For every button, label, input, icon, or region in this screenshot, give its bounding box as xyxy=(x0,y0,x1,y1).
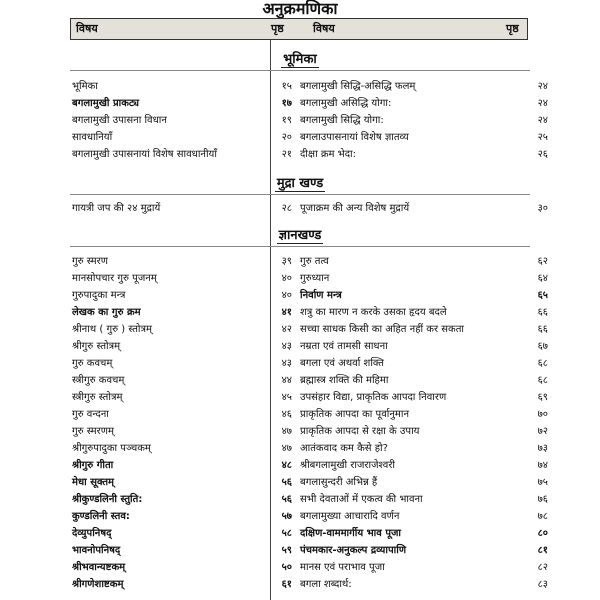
table-row: देव्युपनिषद् ५८ दक्षिण-वाममार्गीय भाव पूजा ८० xyxy=(72,528,548,539)
section-divider xyxy=(70,70,530,71)
header-page-right: पृष्ठ xyxy=(506,22,519,35)
table-row: लेखक का गुरु क्रम ४१ शत्रु का मारण न करके उसका हृदय बदले ६६ xyxy=(72,307,548,318)
table-row: गुरुपादुका मन्त्र ४० निर्वाण मन्त्र ६५ xyxy=(72,290,548,301)
table-row: स्त्रीगुरु स्तोत्रम् ४५ उपसंहार विद्या, प्राकृतिक आपदा निवारण ६९ xyxy=(72,392,548,403)
table-row: सावधानियाँ २० बगलाउपासनायां विशेष ज्ञातव्य २५ xyxy=(72,132,548,143)
section-title-mudra-khand: मुद्रा खण्ड xyxy=(276,176,324,191)
table-row: गुरु स्मरणम् ४७ प्राकृतिक आपदा से रक्षा के उपाय ७२ xyxy=(72,426,548,437)
section-title-gyan-khand: ज्ञानखण्ड xyxy=(278,228,322,243)
table-row: श्रीगणेशाष्टकम् ६१ बगला शब्दार्थ: ८३ xyxy=(72,579,548,590)
section-divider xyxy=(70,246,530,247)
table-row: भावनोपनिषद् ५९ पंचमकार-अनुकल्प द्रव्यापाणि ८१ xyxy=(72,545,548,556)
header-subject-left: विषय xyxy=(76,22,98,35)
table-row: बगलामुखी प्राकट्य १७ बगलामुखी असिद्धि योगा: २४ xyxy=(72,98,548,109)
table-row: गुरु स्मरण ३९ गुरु तत्व ६२ xyxy=(72,256,548,267)
header-subject-right: विषय xyxy=(313,22,335,35)
table-row: स्त्रीगुरु कवचम् ४४ ब्रह्मास्त्र शक्ति की महिमा ६८ xyxy=(72,375,548,386)
table-row: श्रीगुरु गीता ४८ श्रीबगलामुखी राजराजेश्वरी ७४ xyxy=(72,460,548,471)
table-row: श्रीगुरुपादुका पञ्चकम् ४७ आतंकवाद कम कैसे हो? ७३ xyxy=(72,443,548,454)
table-row: बगलामुखी उपासनायां विशेष सावधानीयाँ २१ दीक्षा क्रम भेदा: २६ xyxy=(72,149,548,160)
table-row: मेधा सूक्तम् ५६ बगलासुन्दरी अभिन्न हैं ७५ xyxy=(72,477,548,488)
table-row: कुण्डलिनी स्तव: ५७ बगलामुख्या आचारादि वर्णन ७८ xyxy=(72,511,548,522)
table-row: बगलामुखी उपासना विधान १९ बगलामुखी सिद्धि योगा: २४ xyxy=(72,115,548,126)
table-row: गायत्री जप की २४ मुद्रायें २८ पूजाक्रम की अन्य विशेष मुद्रायें ३० xyxy=(72,203,548,214)
table-row: भूमिका १५ बगलामुखी सिद्धि-असिद्धि फलम् २४ xyxy=(72,81,548,92)
header-page-left: पृष्ठ xyxy=(271,22,284,35)
table-row: गुरु वन्दना ४६ प्राकृतिक आपदा का पूर्वानुमान ७० xyxy=(72,409,548,420)
section-title-bhumika: भूमिका xyxy=(283,52,317,67)
page-title: अनुक्रमणिका xyxy=(262,0,338,18)
table-row: गुरु कवचम् ४३ बगला एवं अथर्वा शक्ति ६८ xyxy=(72,358,548,369)
table-row: श्रीनाथ ( गुरु ) स्तोत्रम् ४२ सच्चा साधक किसी का अहित नहीं कर सकता ६६ xyxy=(72,324,548,335)
table-row: श्रीभवान्यष्टकम् ५० मानस एवं पराभाव पूजा ८२ xyxy=(72,562,548,573)
column-header xyxy=(70,18,528,40)
table-row: मानसोपचार गुरु पूजनम् ४० गुरुध्यान ६४ xyxy=(72,273,548,284)
table-row: श्रीकुण्डलिनी स्तुति: ५६ सभी देवताओं में एकत्व की भावना ७६ xyxy=(72,494,548,505)
section-divider xyxy=(70,194,530,195)
table-row: श्रीगुरु स्तोत्रम् ४३ नम्रता एवं तामसी साधना ६७ xyxy=(72,341,548,352)
